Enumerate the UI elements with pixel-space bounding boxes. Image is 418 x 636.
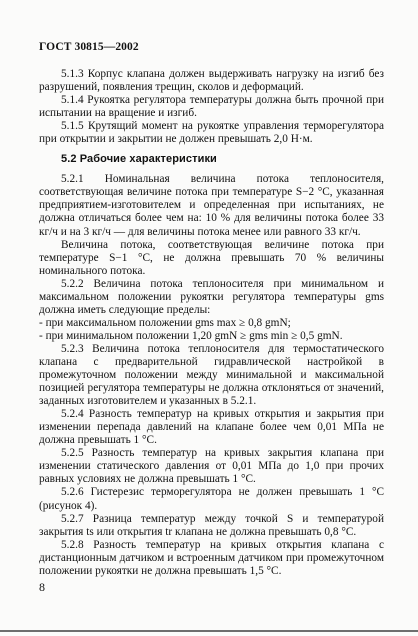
section-title-5-2: 5.2 Рабочие характеристики — [61, 153, 217, 166]
paragraph-5-2-6: 5.2.6 Гистерезис терморегулятора не должен превышать 1 °C (рисунок 4). — [39, 486, 384, 512]
paragraph-5-1-5: 5.1.5 Крутящий момент на рукоятке управления терморегулятора при открытии и закрытии не должен превышать 2,0 Н·м. — [39, 120, 384, 146]
document-header: ГОСТ 30815—2002 — [39, 41, 139, 53]
page-bottom-edge — [0, 630, 418, 632]
paragraph-5-2-7: 5.2.7 Разница температур между точкой S и температурой закрытия ts или открытия tr клапана не должна превышать 0,8 °C. — [39, 512, 384, 538]
paragraph-5-2-8: 5.2.8 Разность температур на кривых открытия клапана с дистанционным датчиком и встроенным датчиком при промежуточном положении рукоятки не должна превышать 1,5 °C. — [39, 538, 384, 577]
formula-max-position: - при максимальном положении gms max ≥ 0,8 gmN; — [39, 316, 291, 329]
paragraph-5-2-4: 5.2.4 Разность температур на кривых открытия и закрытия при изменении перепада давлений на клапане более чем 0,01 МПа не должна превышать 1 °C. — [39, 408, 384, 447]
paragraph-5-1-3: 5.1.3 Корпус клапана должен выдерживать нагрузку на изгиб без разрушений, появления трещин, сколов и деформаций. — [39, 68, 384, 94]
page-number: 8 — [39, 580, 45, 594]
document-body — [39, 68, 384, 578]
paragraph-5-2-1-continuation: Величина потока, соответствующая величине потока при температуре S−1 °C, не должна превышать 70 % величины номинального потока. — [39, 238, 384, 277]
formula-min-position: - при минимальном положении 1,20 gmN ≥ gms min ≥ 0,5 gmN. — [39, 329, 343, 342]
paragraph-5-2-3: 5.2.3 Величина потока теплоносителя для термостатического клапана с предварительной гидравлической настройкой в промежуточном положении между минимальной и максимальной позицией регулятора температуры не должна отклоняться от значений, заданных изготовителем и указанных в 5.2.1. — [39, 342, 384, 408]
paragraph-5-2-2: 5.2.2 Величина потока теплоносителя при минимальном и максимальном положении рукоятки регулятора температуры gms должна иметь следующие пределы: — [39, 277, 384, 316]
paragraph-5-2-1: 5.2.1 Номинальная величина потока теплоносителя, соответствующая величине потока при температуре S−2 °C, указанная предприятием-изготовителем и определенная при испытаниях, не должна отличаться более чем на: 10 % для величины потока более 33 кг/ч и на 3 кг/ч — для величины потока менее или равного 33 кг/ч. — [39, 173, 384, 238]
paragraph-5-1-4: 5.1.4 Рукоятка регулятора температуры должна быть прочной при испытании на вращение и изгиб. — [39, 94, 384, 120]
paragraph-5-2-5: 5.2.5 Разность температур на кривых закрытия клапана при изменении статического давления от 0,01 МПа до 1,0 при прочих равных условиях не должна превышать 1 °C. — [39, 447, 384, 486]
